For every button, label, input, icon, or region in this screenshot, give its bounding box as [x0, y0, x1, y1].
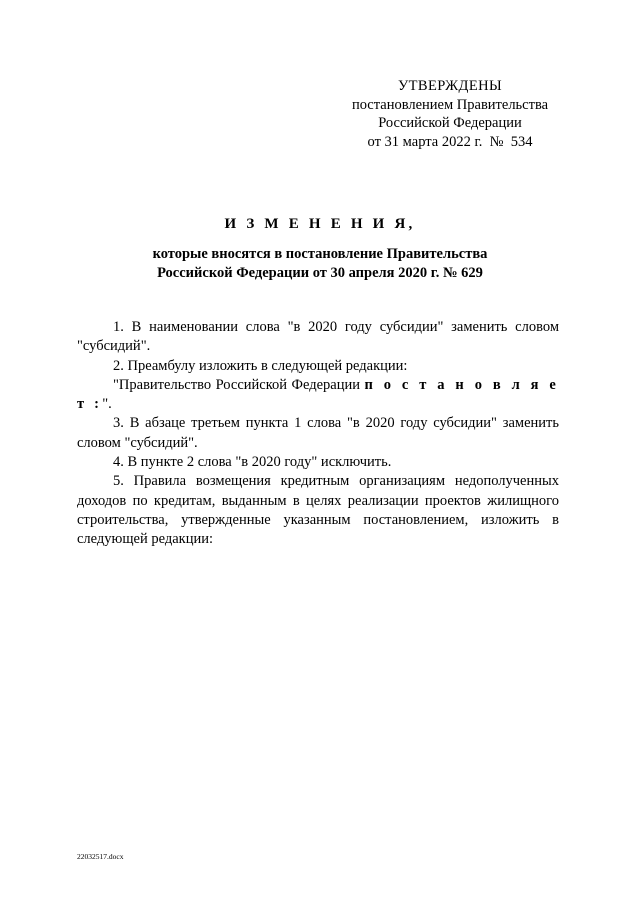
- paragraph-item-3: 3. В абзаце третьем пункта 1 слова "в 2020 году субсидии" заменить словом "субсидий".: [77, 415, 559, 451]
- paragraph-item-5: 5. Правила возмещения кредитным организациям недополученных доходов по кредитам, выданным в целях реализации проектов жилищного строительства, утвержденные указанным постановлением, изложить в следующей редакции:: [77, 473, 559, 548]
- paragraph-item-4: 4. В пункте 2 слова "в 2020 году" исключить.: [113, 454, 392, 471]
- preamble-closing: ".: [102, 396, 112, 413]
- subtitle-line-1: которые вносятся в постановление Правительства: [152, 246, 488, 262]
- paragraph-preamble-quote: [77, 376, 559, 415]
- document-body: [77, 318, 559, 550]
- document-subtitle: [100, 245, 540, 282]
- approval-heading: УТВЕРЖДЕНЫ: [397, 78, 503, 94]
- approval-line-federation: Российской Федерации: [378, 115, 522, 131]
- approval-line-date-number: от 31 марта 2022 г. № 534: [367, 133, 533, 150]
- footer-filename: 22032517.docx: [77, 852, 124, 861]
- approval-line-decree: постановлением Правительства: [351, 96, 549, 113]
- paragraph-item-2: 2. Преамбулу изложить в следующей редакции:: [113, 357, 408, 374]
- preamble-decree-word: п о с т а н о в л я е т :: [77, 376, 559, 413]
- subtitle-line-2: Российской Федерации от 30 апреля 2020 г. № 629: [157, 264, 483, 281]
- document-title: И З М Е Н Е Н И Я,: [224, 216, 416, 232]
- paragraph-item-1: 1. В наименовании слова "в 2020 году субсидии" заменить словом "субсидий".: [77, 319, 559, 355]
- preamble-text: "Правительство Российской Федерации: [113, 376, 365, 393]
- approval-block: [330, 77, 570, 151]
